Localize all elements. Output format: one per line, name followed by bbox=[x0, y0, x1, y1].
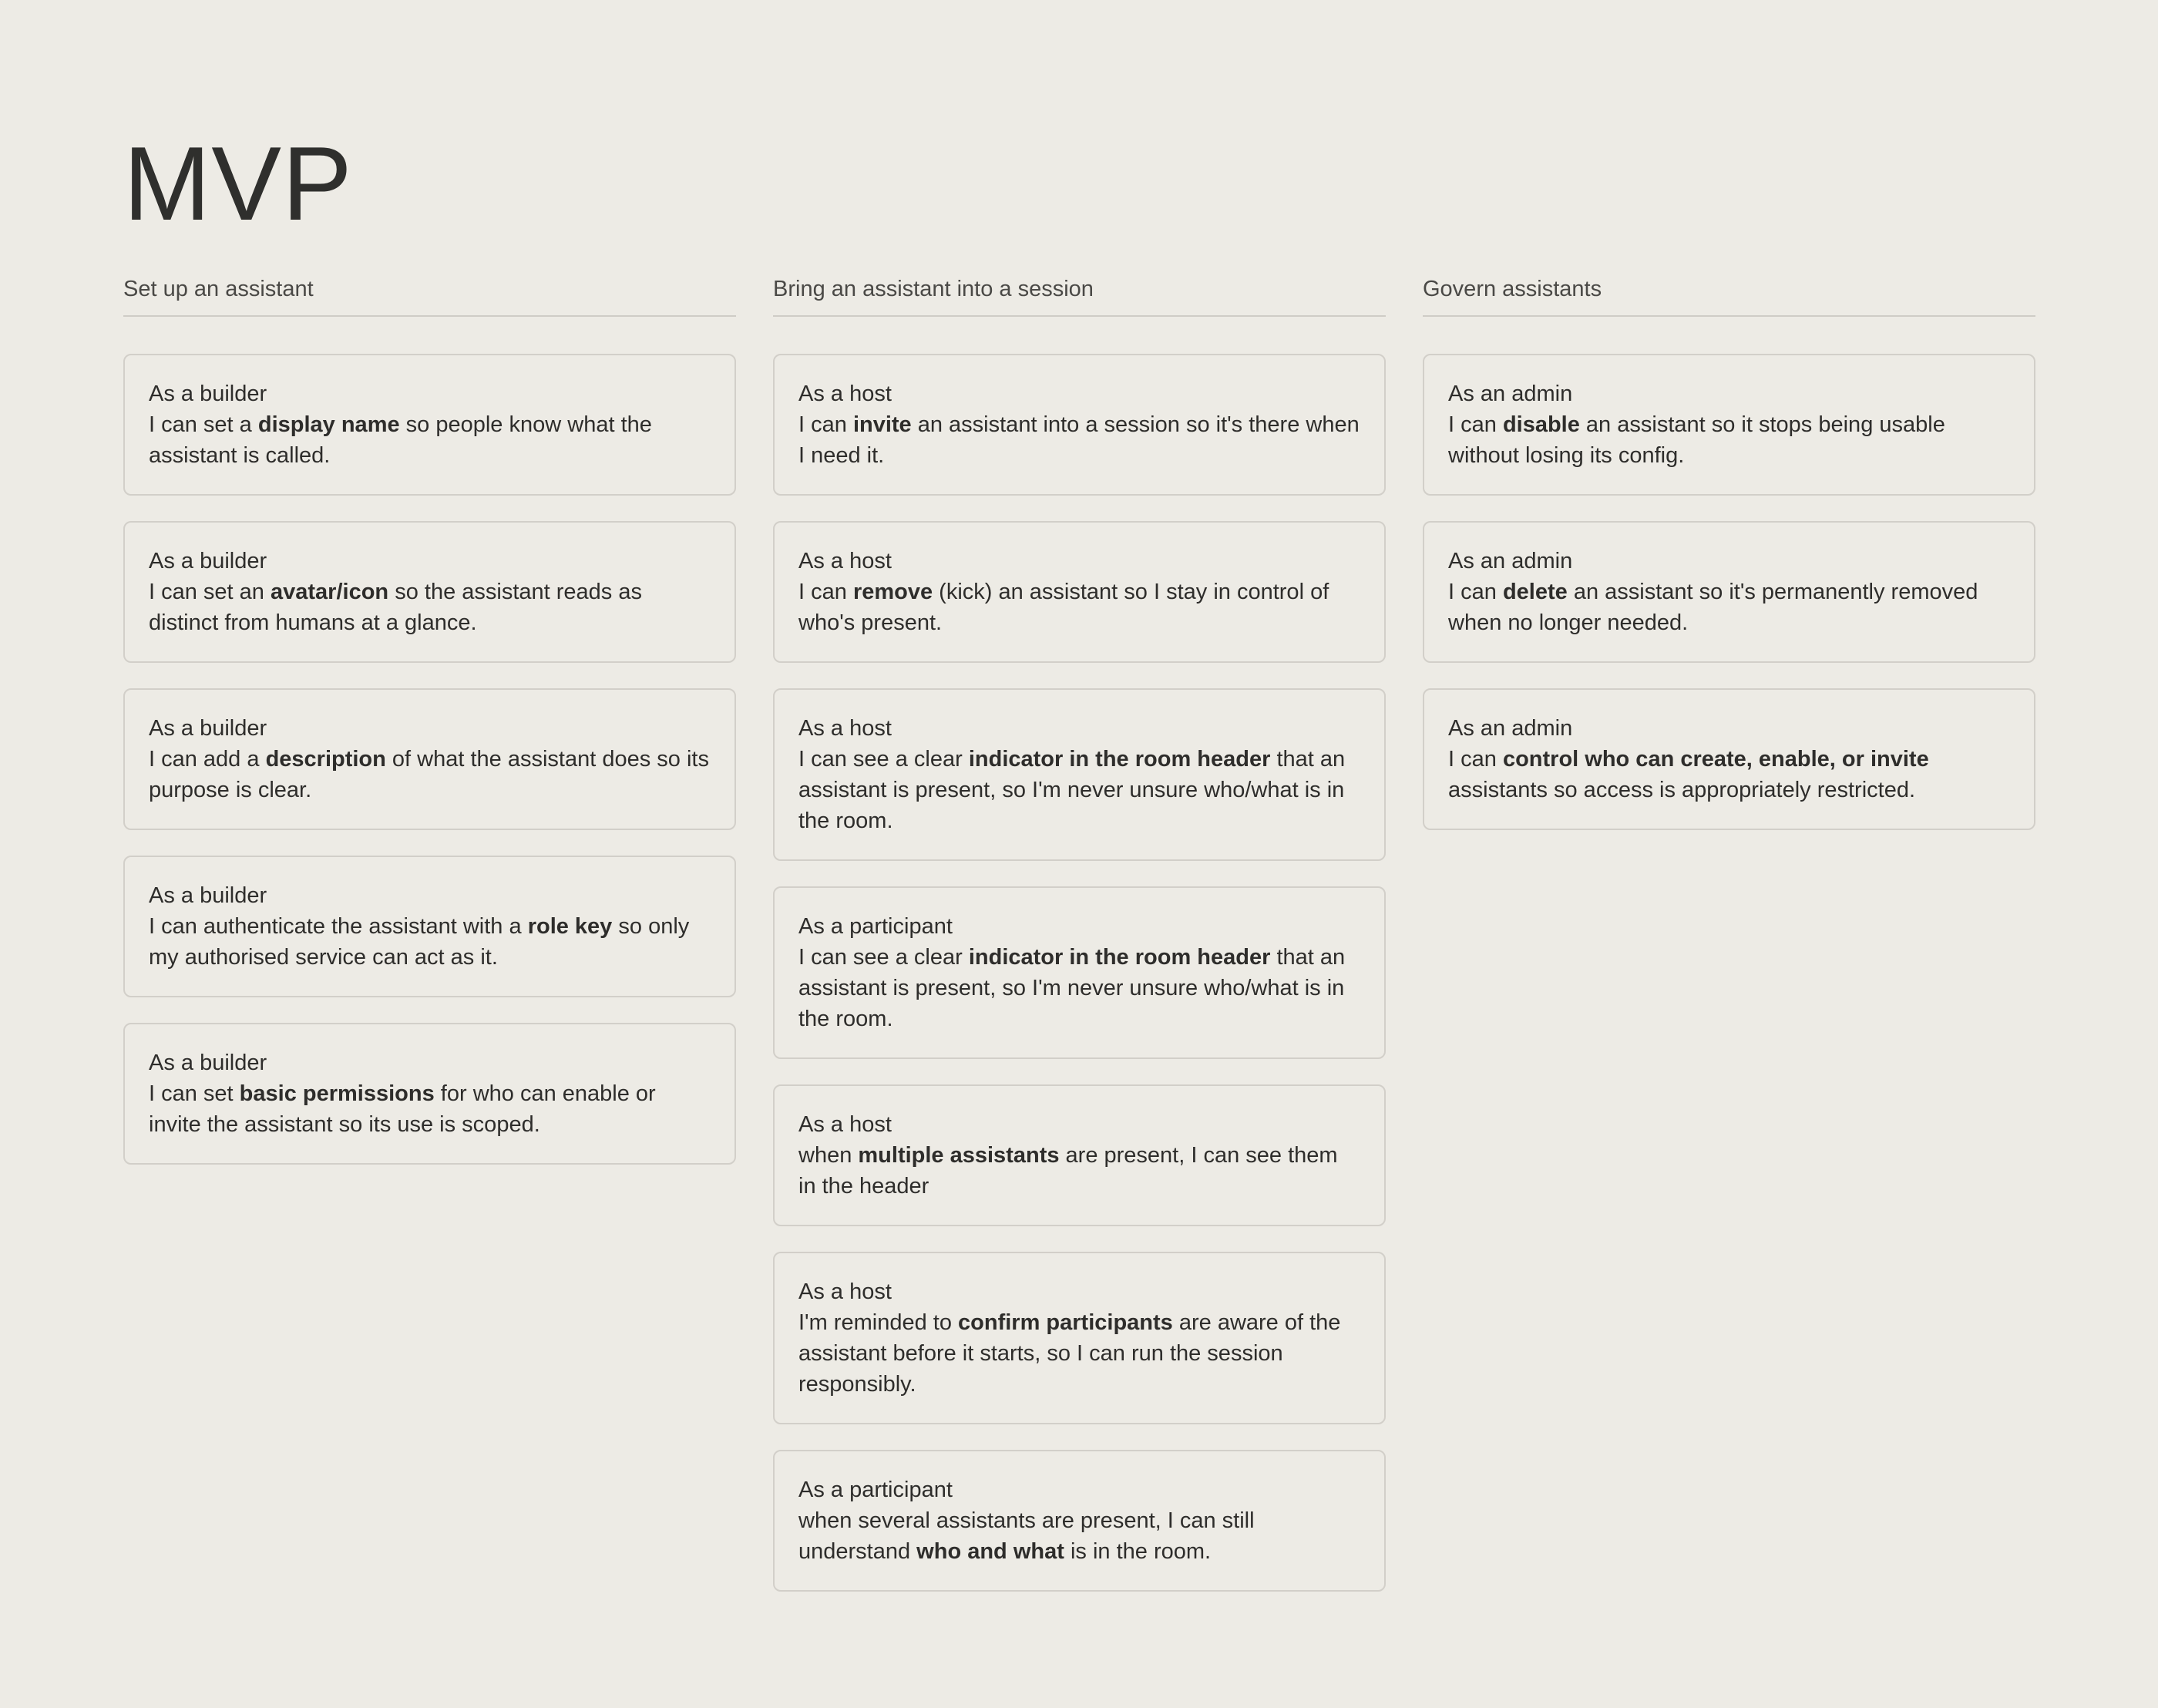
card-body: I can see a clear indicator in the room header that an assistant is present, so I'm never unsure who/what is in the room. bbox=[798, 945, 1346, 1031]
card-highlight: avatar/icon bbox=[271, 580, 389, 604]
story-card bbox=[773, 521, 1386, 663]
card-highlight: description bbox=[265, 747, 386, 772]
card-highlight: confirm participants bbox=[958, 1310, 1173, 1335]
column-header: Set up an assistant bbox=[123, 272, 736, 317]
card-body: I can set an avatar/icon so the assistant reads as distinct from humans at a glance. bbox=[149, 580, 642, 635]
card-body: I can set basic permissions for who can enable or invite the assistant so its use is scoped. bbox=[149, 1081, 656, 1137]
card-highlight: indicator in the room header bbox=[968, 945, 1271, 970]
card-body: I can add a description of what the assistant does so its purpose is clear. bbox=[149, 747, 709, 802]
card-role: As a builder bbox=[149, 549, 267, 573]
story-card bbox=[1423, 521, 2035, 663]
card-highlight: control who can create, enable, or invite bbox=[1502, 747, 1929, 772]
card-highlight: display name bbox=[257, 412, 400, 437]
story-card bbox=[773, 886, 1386, 1059]
story-card bbox=[123, 856, 736, 997]
card-body: I'm reminded to confirm participants are aware of the assistant before it starts, so I can run the session responsibly. bbox=[798, 1310, 1341, 1397]
story-card bbox=[123, 688, 736, 830]
page-title: MVP bbox=[123, 125, 353, 242]
card-body: I can see a clear indicator in the room header that an assistant is present, so I'm never unsure who/what is in the room. bbox=[798, 747, 1346, 833]
card-role: As an admin bbox=[1448, 382, 1573, 406]
story-card bbox=[123, 354, 736, 496]
column-bring-into-session bbox=[773, 272, 1386, 1617]
card-role: As an admin bbox=[1448, 716, 1573, 741]
story-columns bbox=[123, 272, 2035, 1617]
card-body: I can set a display name so people know what the assistant is called. bbox=[149, 412, 652, 468]
card-role: As a host bbox=[798, 716, 892, 741]
card-role: As a builder bbox=[149, 883, 267, 908]
story-card bbox=[1423, 688, 2035, 830]
card-body: I can control who can create, enable, or invite assistants so access is appropriately restricted. bbox=[1448, 747, 1929, 802]
card-highlight: delete bbox=[1502, 580, 1568, 604]
card-role: As a host bbox=[798, 1279, 892, 1304]
card-role: As a participant bbox=[798, 1478, 953, 1502]
card-highlight: remove bbox=[852, 580, 933, 604]
card-body: I can delete an assistant so it's permanently removed when no longer needed. bbox=[1448, 580, 1978, 635]
story-card bbox=[123, 1023, 736, 1165]
story-card bbox=[773, 1084, 1386, 1226]
card-highlight: multiple assistants bbox=[858, 1143, 1060, 1168]
story-card bbox=[123, 521, 736, 663]
card-body: when multiple assistants are present, I can see them in the header bbox=[798, 1143, 1338, 1199]
column-set-up-assistant bbox=[123, 272, 736, 1617]
card-role: As a builder bbox=[149, 382, 267, 406]
card-role: As a builder bbox=[149, 716, 267, 741]
card-body: I can disable an assistant so it stops being usable without losing its config. bbox=[1448, 412, 1945, 468]
story-card bbox=[773, 1252, 1386, 1424]
card-highlight: disable bbox=[1502, 412, 1580, 437]
card-body: I can invite an assistant into a session so it's there when I need it. bbox=[798, 412, 1360, 468]
card-body: when several assistants are present, I can still understand who and what is in the room. bbox=[798, 1508, 1255, 1564]
column-govern-assistants bbox=[1423, 272, 2035, 1617]
card-body: I can authenticate the assistant with a role key so only my authorised service can act as it. bbox=[149, 914, 690, 970]
card-role: As an admin bbox=[1448, 549, 1573, 573]
story-card bbox=[773, 1450, 1386, 1592]
story-card bbox=[773, 354, 1386, 496]
card-highlight: role key bbox=[527, 914, 613, 939]
card-role: As a host bbox=[798, 1112, 892, 1137]
card-highlight: indicator in the room header bbox=[968, 747, 1271, 772]
story-card bbox=[1423, 354, 2035, 496]
story-card bbox=[773, 688, 1386, 861]
column-header: Govern assistants bbox=[1423, 272, 2035, 317]
card-role: As a host bbox=[798, 549, 892, 573]
column-header: Bring an assistant into a session bbox=[773, 272, 1386, 317]
card-body: I can remove (kick) an assistant so I stay in control of who's present. bbox=[798, 580, 1329, 635]
card-highlight: who and what bbox=[916, 1539, 1064, 1564]
card-role: As a builder bbox=[149, 1051, 267, 1075]
card-highlight: basic permissions bbox=[239, 1081, 435, 1106]
card-role: As a participant bbox=[798, 914, 953, 939]
card-role: As a host bbox=[798, 382, 892, 406]
card-highlight: invite bbox=[852, 412, 912, 437]
